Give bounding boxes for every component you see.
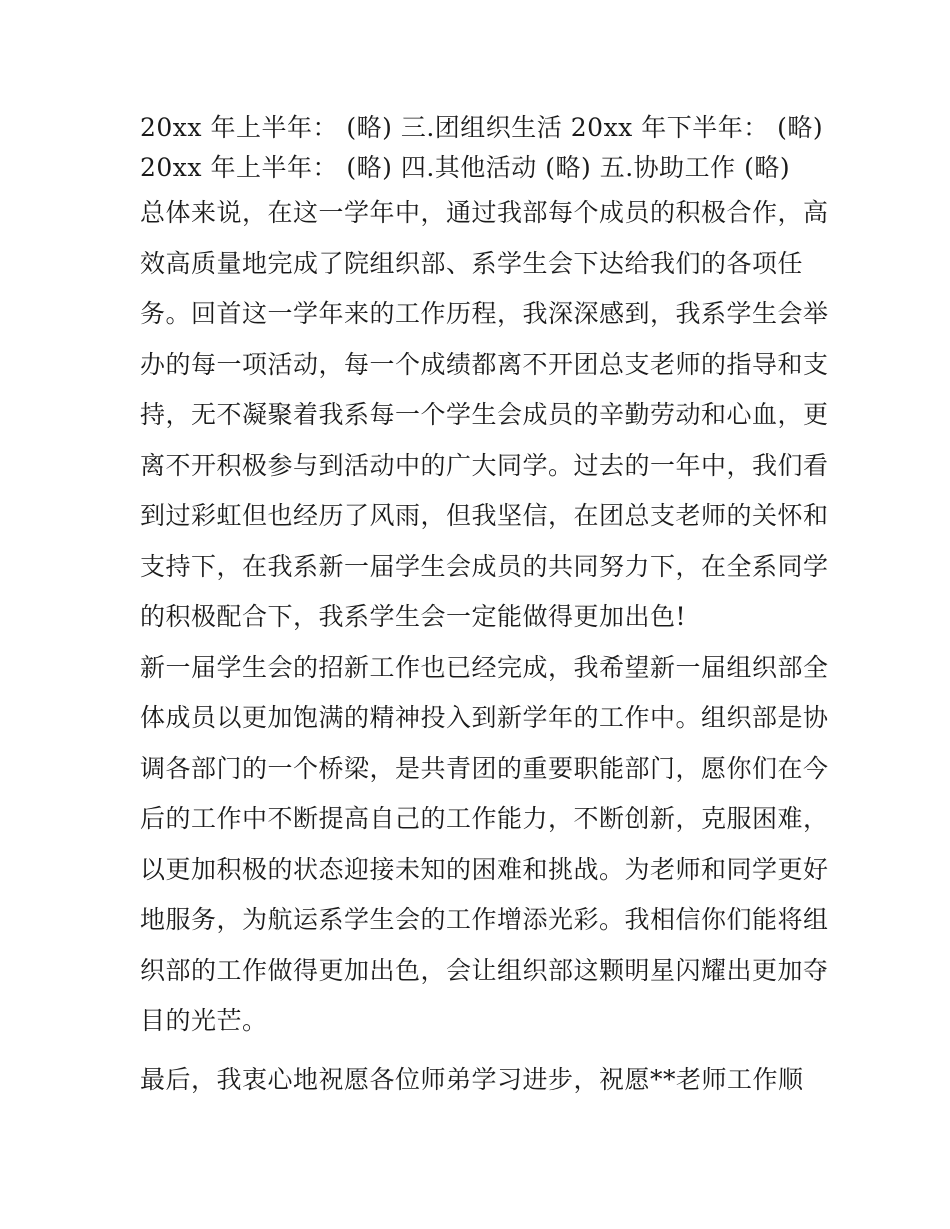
- text-line: 务。回首这一学年来的工作历程，我深深感到，我系学生会举: [140, 299, 829, 328]
- text-line: 体成员以更加饱满的精神投入到新学年的工作中。组织部是协: [140, 703, 829, 732]
- text-line: 新一届学生会的招新工作也已经完成，我希望新一届组织部全: [140, 652, 829, 682]
- text-line: 地服务，为航运系学生会的工作增添光彩。我相信你们能将组: [140, 905, 829, 934]
- text-line: 持，无不凝聚着我系每一个学生会成员的辛勤劳动和心血，更: [140, 400, 829, 429]
- text-line: 20xx 年上半年： (略) 四.其他活动 (略) 五.协助工作 (略): [140, 153, 791, 182]
- paragraph-spacer: [140, 1047, 820, 1055]
- text-line: 支持下，在我系新一届学生会成员的共同努力下，在全系同学: [140, 551, 829, 581]
- paragraph-recruitment: [140, 643, 829, 1047]
- text-line: 的积极配合下，我系学生会一定能做得更加出色!: [140, 602, 687, 631]
- text-line: 最后，我衷心地祝愿各位师弟学习进步，祝愿**老师工作顺: [140, 1064, 804, 1094]
- text-line: 调各部门的一个桥梁，是共青团的重要职能部门，愿你们在今: [140, 753, 829, 783]
- text-line: 后的工作中不断提高自己的工作能力，不断创新，克服困难，: [140, 804, 829, 833]
- text-line: 离不开积极参与到活动中的广大同学。过去的一年中，我们看: [140, 450, 829, 480]
- paragraph-closing: [140, 1055, 820, 1106]
- text-line: 以更加积极的状态迎接未知的困难和挑战。为老师和同学更好: [140, 854, 829, 884]
- paragraph-summary: [140, 188, 829, 643]
- text-line: 到过彩虹但也经历了风雨，但我坚信，在团总支老师的关怀和: [140, 501, 829, 530]
- text-line: 效高质量地完成了院组织部、系学生会下达给我们的各项任: [140, 248, 804, 278]
- text-line: 20xx 年上半年： (略) 三.团组织生活 20xx 年下半年： (略): [140, 113, 824, 142]
- document-body: [140, 108, 829, 1105]
- text-line: 总体来说，在这一学年中，通过我部每个成员的积极合作，高: [140, 198, 829, 227]
- text-line: 办的每一项活动，每一个成绩都离不开团总支老师的指导和支: [140, 349, 829, 379]
- text-line: 目的光芒。: [140, 1006, 268, 1035]
- text-line: 织部的工作做得更加出色，会让组织部这颗明星闪耀出更加夺: [140, 955, 829, 985]
